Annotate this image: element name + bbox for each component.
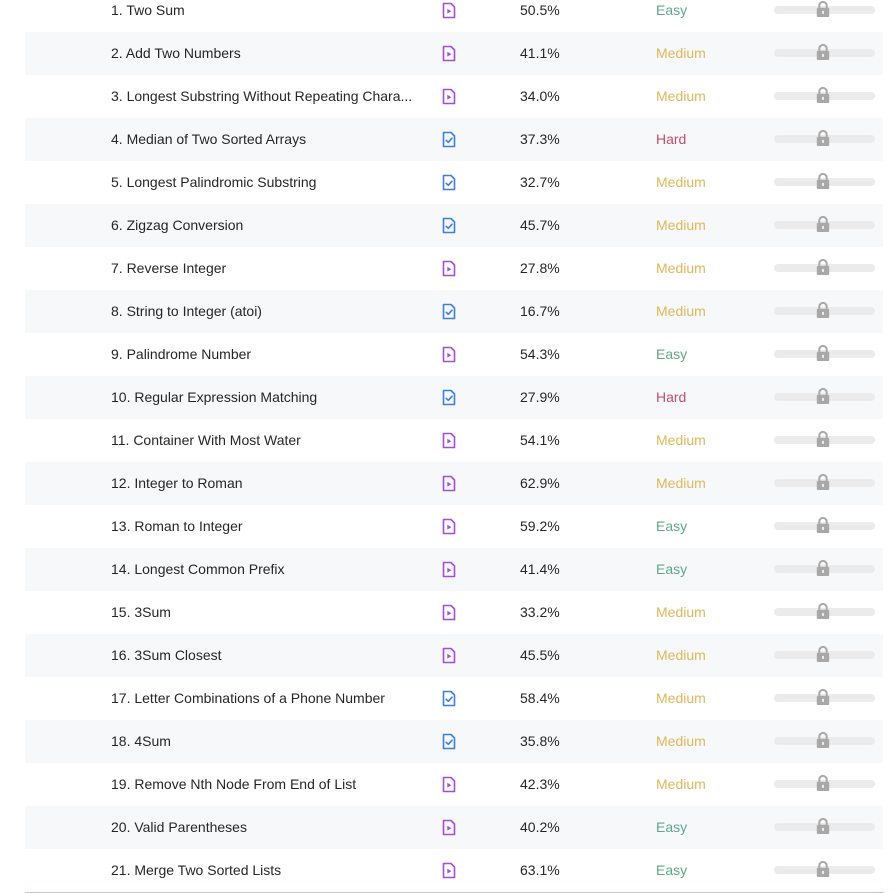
acceptance-rate: 16.7% <box>520 303 560 319</box>
lock-icon[interactable] <box>815 688 831 706</box>
problem-title-link[interactable]: 2. Add Two Numbers <box>111 45 241 61</box>
lock-icon[interactable] <box>815 344 831 362</box>
article-solution-icon[interactable] <box>441 690 457 707</box>
difficulty-label: Easy <box>656 518 688 534</box>
problem-row[interactable] <box>25 32 883 75</box>
problem-row[interactable] <box>25 677 883 720</box>
lock-icon[interactable] <box>815 258 831 276</box>
difficulty-label: Easy <box>656 2 688 18</box>
problem-title-link[interactable]: 13. Roman to Integer <box>111 518 243 534</box>
acceptance-rate: 37.3% <box>520 131 560 147</box>
problem-title-link[interactable]: 18. 4Sum <box>111 733 171 749</box>
acceptance-rate: 40.2% <box>520 819 560 835</box>
problem-title-link[interactable]: 17. Letter Combinations of a Phone Number <box>111 690 385 706</box>
difficulty-label: Hard <box>656 389 687 405</box>
problem-row[interactable] <box>25 204 883 247</box>
lock-icon[interactable] <box>815 215 831 233</box>
video-solution-icon[interactable] <box>441 432 457 449</box>
difficulty-label: Medium <box>656 690 706 706</box>
video-solution-icon[interactable] <box>441 561 457 578</box>
problem-title-link[interactable]: 14. Longest Common Prefix <box>111 561 285 577</box>
lock-icon[interactable] <box>815 516 831 534</box>
difficulty-label: Easy <box>656 862 688 878</box>
video-solution-icon[interactable] <box>441 475 457 492</box>
video-solution-icon[interactable] <box>441 862 457 879</box>
video-solution-icon[interactable] <box>441 260 457 277</box>
acceptance-rate: 27.9% <box>520 389 560 405</box>
difficulty-label: Medium <box>656 45 706 61</box>
problem-title-link[interactable]: 11. Container With Most Water <box>111 432 301 448</box>
problem-row[interactable] <box>25 75 883 118</box>
lock-icon[interactable] <box>815 473 831 491</box>
acceptance-rate: 45.5% <box>520 647 560 663</box>
video-solution-icon[interactable] <box>441 45 457 62</box>
problem-title-link[interactable]: 20. Valid Parentheses <box>111 819 247 835</box>
difficulty-label: Medium <box>656 217 706 233</box>
lock-icon[interactable] <box>815 43 831 61</box>
article-solution-icon[interactable] <box>441 131 457 148</box>
lock-icon[interactable] <box>815 430 831 448</box>
problem-title-link[interactable]: 9. Palindrome Number <box>111 346 252 362</box>
lock-icon[interactable] <box>815 301 831 319</box>
acceptance-rate: 63.1% <box>520 862 560 878</box>
lock-icon[interactable] <box>815 774 831 792</box>
acceptance-rate: 35.8% <box>520 733 560 749</box>
acceptance-rate: 54.3% <box>520 346 560 362</box>
problem-row[interactable] <box>25 634 883 677</box>
lock-icon[interactable] <box>815 731 831 749</box>
lock-icon[interactable] <box>815 645 831 663</box>
problem-row[interactable] <box>25 333 883 376</box>
article-solution-icon[interactable] <box>441 303 457 320</box>
article-solution-icon[interactable] <box>441 733 457 750</box>
problem-row[interactable] <box>25 161 883 204</box>
problem-title-link[interactable]: 10. Regular Expression Matching <box>111 389 318 405</box>
acceptance-rate: 32.7% <box>520 174 560 190</box>
problem-row[interactable] <box>25 591 883 634</box>
problem-title-link[interactable]: 15. 3Sum <box>111 604 171 620</box>
acceptance-rate: 33.2% <box>520 604 560 620</box>
difficulty-label: Easy <box>656 819 688 835</box>
lock-icon[interactable] <box>815 817 831 835</box>
acceptance-rate: 50.5% <box>520 2 560 18</box>
acceptance-rate: 59.2% <box>520 518 560 534</box>
video-solution-icon[interactable] <box>441 346 457 363</box>
problem-title-link[interactable]: 19. Remove Nth Node From End of List <box>111 776 357 792</box>
problem-row[interactable] <box>25 419 883 462</box>
problem-row[interactable] <box>25 548 883 591</box>
problem-row[interactable] <box>25 462 883 505</box>
video-solution-icon[interactable] <box>441 604 457 621</box>
problem-title-link[interactable]: 1. Two Sum <box>111 2 185 18</box>
difficulty-label: Medium <box>656 432 706 448</box>
difficulty-label: Medium <box>656 776 706 792</box>
problem-row[interactable] <box>25 118 883 161</box>
lock-icon[interactable] <box>815 129 831 147</box>
acceptance-rate: 62.9% <box>520 475 560 491</box>
problem-row[interactable] <box>25 290 883 333</box>
lock-icon[interactable] <box>815 860 831 878</box>
problem-title-link[interactable]: 6. Zigzag Conversion <box>111 217 244 233</box>
difficulty-label: Medium <box>656 647 706 663</box>
problem-list <box>25 0 883 893</box>
problem-title-link[interactable]: 3. Longest Substring Without Repeating Chara... <box>111 88 413 104</box>
problem-row[interactable] <box>25 0 883 32</box>
problem-title-link[interactable]: 21. Merge Two Sorted Lists <box>111 862 282 878</box>
lock-icon[interactable] <box>815 86 831 104</box>
difficulty-label: Medium <box>656 475 706 491</box>
acceptance-rate: 54.1% <box>520 432 560 448</box>
article-solution-icon[interactable] <box>441 174 457 191</box>
acceptance-rate: 34.0% <box>520 88 560 104</box>
article-solution-icon[interactable] <box>441 217 457 234</box>
article-solution-icon[interactable] <box>441 389 457 406</box>
difficulty-label: Medium <box>656 260 706 276</box>
lock-icon[interactable] <box>815 559 831 577</box>
lock-icon[interactable] <box>815 0 831 18</box>
difficulty-label: Medium <box>656 733 706 749</box>
problem-row[interactable] <box>25 849 883 892</box>
problem-row[interactable] <box>25 505 883 548</box>
video-solution-icon[interactable] <box>441 776 457 793</box>
problem-title-link[interactable]: 16. 3Sum Closest <box>111 647 222 663</box>
problem-title-link[interactable]: 8. String to Integer (atoi) <box>111 303 262 319</box>
video-solution-icon[interactable] <box>441 518 457 535</box>
acceptance-rate: 42.3% <box>520 776 560 792</box>
difficulty-label: Medium <box>656 604 706 620</box>
video-solution-icon[interactable] <box>441 2 457 19</box>
problem-title-link[interactable]: 4. Median of Two Sorted Arrays <box>111 131 307 147</box>
problem-row[interactable] <box>25 806 883 849</box>
difficulty-label: Medium <box>656 303 706 319</box>
problem-row[interactable] <box>25 763 883 806</box>
problem-row[interactable] <box>25 376 883 419</box>
acceptance-rate: 45.7% <box>520 217 560 233</box>
acceptance-rate: 58.4% <box>520 690 560 706</box>
acceptance-rate: 41.4% <box>520 561 560 577</box>
difficulty-label: Medium <box>656 174 706 190</box>
difficulty-label: Medium <box>656 88 706 104</box>
lock-icon[interactable] <box>815 602 831 620</box>
problem-row[interactable] <box>25 720 883 763</box>
problem-title-link[interactable]: 7. Reverse Integer <box>111 260 227 276</box>
difficulty-label: Easy <box>656 346 688 362</box>
difficulty-label: Easy <box>656 561 688 577</box>
video-solution-icon[interactable] <box>441 88 457 105</box>
problem-title-link[interactable]: 12. Integer to Roman <box>111 475 243 491</box>
lock-icon[interactable] <box>815 387 831 405</box>
video-solution-icon[interactable] <box>441 819 457 836</box>
difficulty-label: Hard <box>656 131 687 147</box>
video-solution-icon[interactable] <box>441 647 457 664</box>
problem-title-link[interactable]: 5. Longest Palindromic Substring <box>111 174 317 190</box>
problem-row[interactable] <box>25 247 883 290</box>
lock-icon[interactable] <box>815 172 831 190</box>
acceptance-rate: 27.8% <box>520 260 560 276</box>
acceptance-rate: 41.1% <box>520 45 560 61</box>
